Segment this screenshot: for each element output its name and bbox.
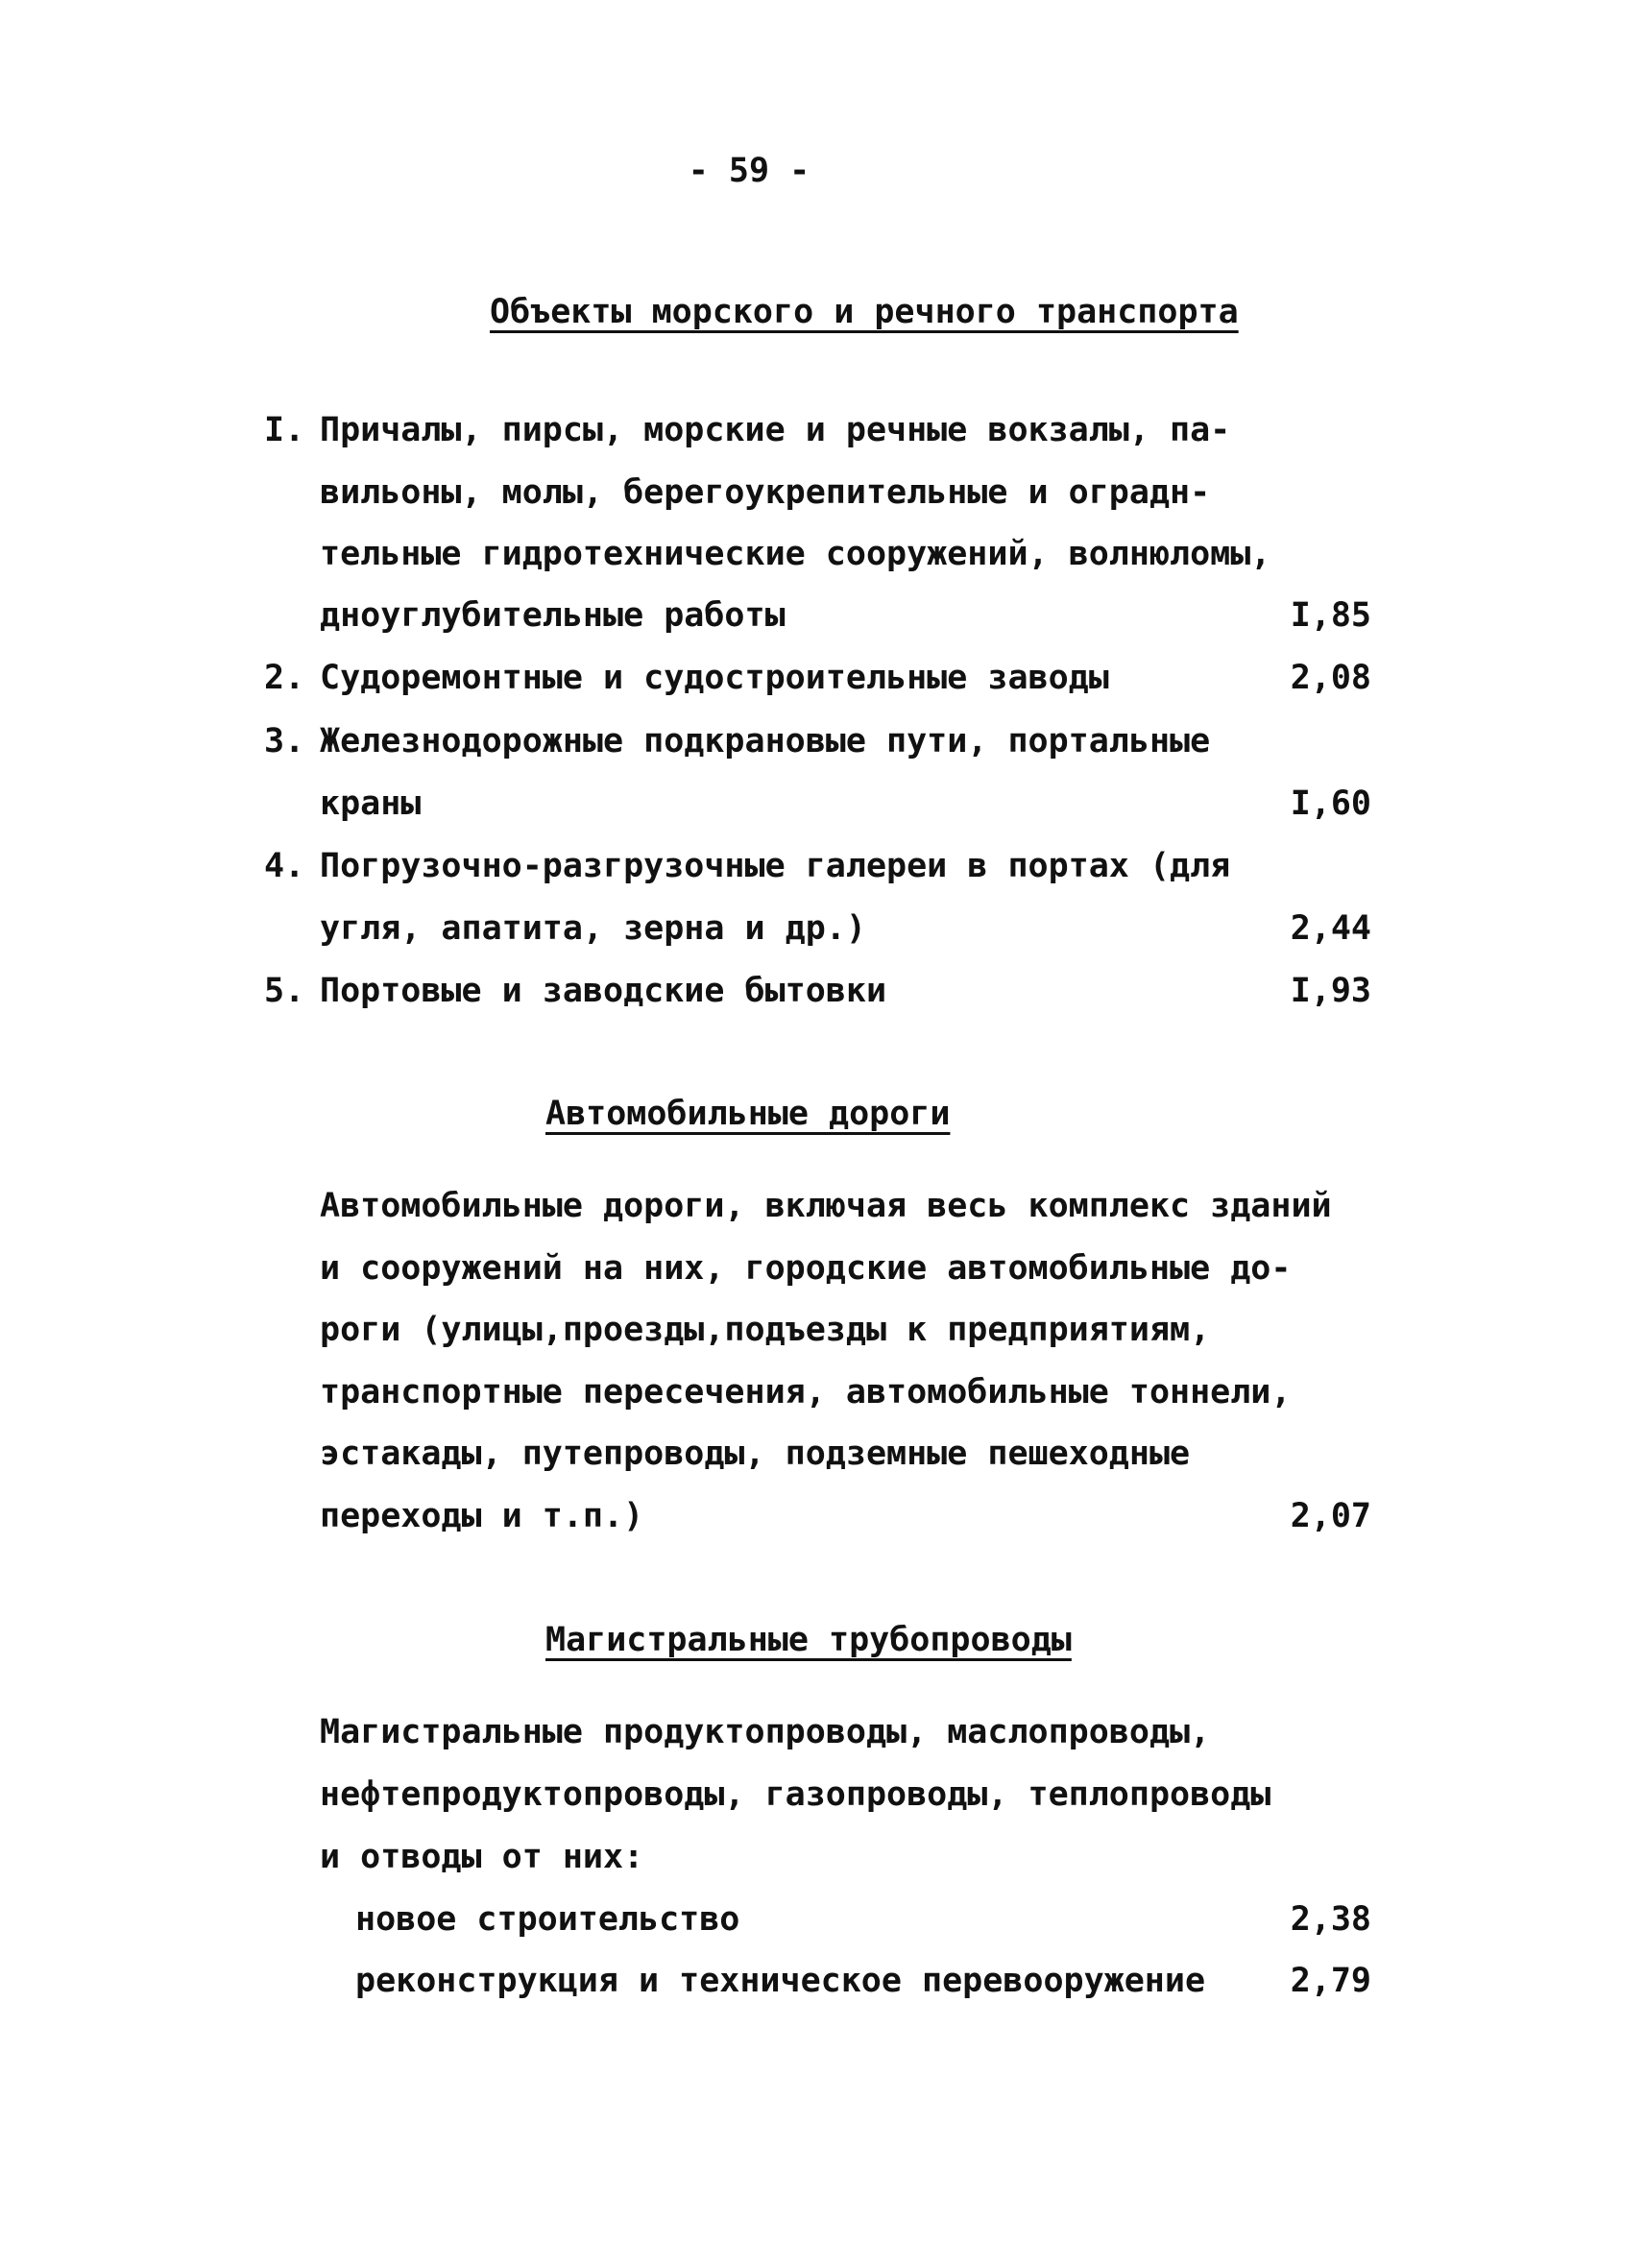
item-text-line: Портовые и заводские бытовки xyxy=(320,972,887,1010)
coefficient-value: I,60 xyxy=(1290,784,1371,823)
item-number: 4. xyxy=(264,847,305,885)
coefficient-value: I,85 xyxy=(1290,596,1371,635)
item-text-line: тельные гидротехнические сооружений, волнюломы, xyxy=(320,535,1271,573)
item-number: 3. xyxy=(264,722,305,760)
paragraph-line: Магистральные продуктопроводы, маслопроводы, xyxy=(320,1713,1211,1751)
paragraph-line: и сооружений на них, городские автомобильные до- xyxy=(320,1249,1292,1288)
item-text-line: дноуглубительные работы xyxy=(320,596,786,635)
paragraph-line: и отводы от них: xyxy=(320,1838,644,1876)
item-number: 2. xyxy=(264,659,305,697)
item-text-line: вильоны, молы, берегоукрепительные и оградн- xyxy=(320,473,1211,512)
page-number: - 59 - xyxy=(688,152,810,190)
item-text-line: Погрузочно-разгрузочные галереи в портах (для xyxy=(320,847,1231,885)
subitem-label: новое строительство xyxy=(355,1900,740,1939)
item-number: I. xyxy=(264,411,305,449)
paragraph-line: транспортные пересечения, автомобильные тоннели, xyxy=(320,1373,1292,1411)
coefficient-value: 2,38 xyxy=(1290,1900,1371,1939)
paragraph-line: переходы и т.п.) xyxy=(320,1497,644,1535)
item-text-line: Причалы, пирсы, морские и речные вокзалы, па- xyxy=(320,411,1231,449)
paragraph-line: нефтепродуктопроводы, газопроводы, теплопроводы xyxy=(320,1775,1271,1814)
item-text-line: краны xyxy=(320,784,422,823)
item-text-line: Судоремонтные и судостроительные заводы xyxy=(320,659,1109,697)
section-heading-marine-transport: Объекты морского и речного транспорта xyxy=(490,293,1239,331)
coefficient-value: 2,07 xyxy=(1290,1497,1371,1535)
subitem-label: реконструкция и техническое перевооружение xyxy=(355,1962,1206,2000)
item-text-line: угля, апатита, зерна и др.) xyxy=(320,909,866,948)
paragraph-line: эстакады, путепроводы, подземные пешеходные xyxy=(320,1435,1191,1473)
paragraph-line: Автомобильные дороги, включая весь комплекс зданий xyxy=(320,1187,1332,1225)
coefficient-value: I,93 xyxy=(1290,972,1371,1010)
coefficient-value: 2,79 xyxy=(1290,1962,1371,2000)
item-text-line: Железнодорожные подкрановые пути, портальные xyxy=(320,722,1211,760)
section-heading-roads: Автомобильные дороги xyxy=(545,1095,951,1133)
paragraph-line: роги (улицы,проезды,подъезды к предприятиям, xyxy=(320,1311,1211,1349)
coefficient-value: 2,08 xyxy=(1290,659,1371,697)
coefficient-value: 2,44 xyxy=(1290,909,1371,948)
item-number: 5. xyxy=(264,972,305,1010)
section-heading-pipelines: Магистральные трубопроводы xyxy=(545,1621,1072,1659)
